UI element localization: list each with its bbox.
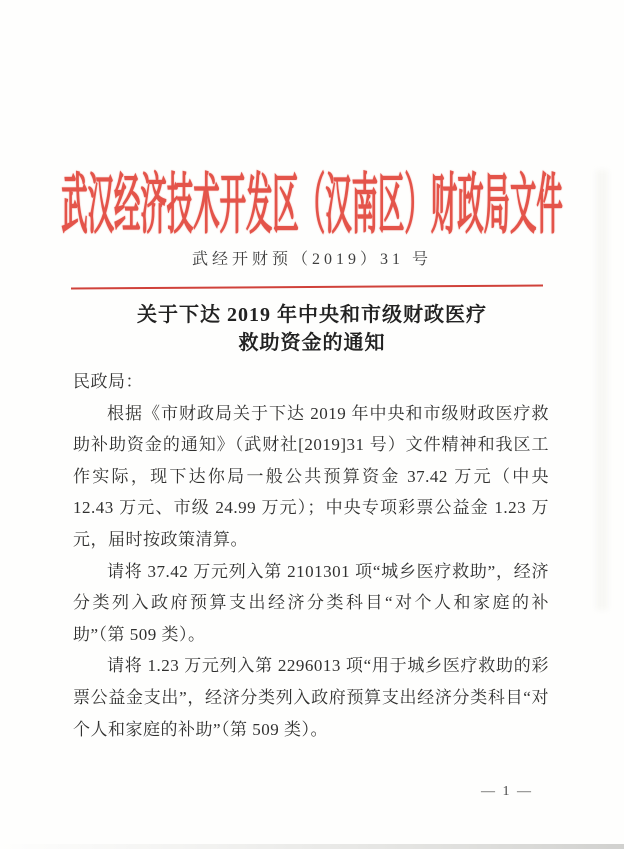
document-body bbox=[73, 366, 549, 745]
document-reference-number: 武经开财预（2019）31 号 bbox=[191, 251, 432, 268]
document-title bbox=[0, 301, 624, 357]
paragraph-funding-allocation: 根据《市财政局关于下达 2019 年中央和市级财政医疗救助补助资金的通知》（武财社[2019]31 号）文件精神和我区工作实际，现下达你局一般公共预算资金 37.42 万元（中央 12.43 万元、市级 24.99 万元）；中央专项彩票公益金 1.23 万元，届时按政策清算。 bbox=[73, 403, 549, 549]
scan-shadow-bottom bbox=[0, 844, 624, 849]
letterhead-title: 武汉经济技术开发区（汉南区）财政局文件 bbox=[61, 169, 563, 243]
paragraph-budget-item-2296013: 请将 1.23 万元列入第 2296013 项“用于城乡医疗救助的彩票公益金支出”，经济分类列入政府预算支出经济分类科目“对个人和家庭的补助”（第 509 类）。 bbox=[73, 656, 549, 739]
salutation: 民政局： bbox=[73, 372, 143, 391]
document-title-line1: 关于下达 2019 年中央和市级财政医疗 bbox=[137, 304, 487, 326]
red-divider-line bbox=[71, 285, 543, 290]
page-number: — 1 — bbox=[481, 784, 533, 799]
document-title-line2: 救助资金的通知 bbox=[238, 332, 386, 354]
letterhead-banner bbox=[0, 150, 624, 243]
scan-bleed-right bbox=[596, 170, 608, 610]
paragraph-budget-item-2101301: 请将 37.42 万元列入第 2101301 项“城乡医疗救助”，经济分类列入政府预算支出经济分类科目“对个人和家庭的补助”（第 509 类）。 bbox=[73, 561, 549, 644]
